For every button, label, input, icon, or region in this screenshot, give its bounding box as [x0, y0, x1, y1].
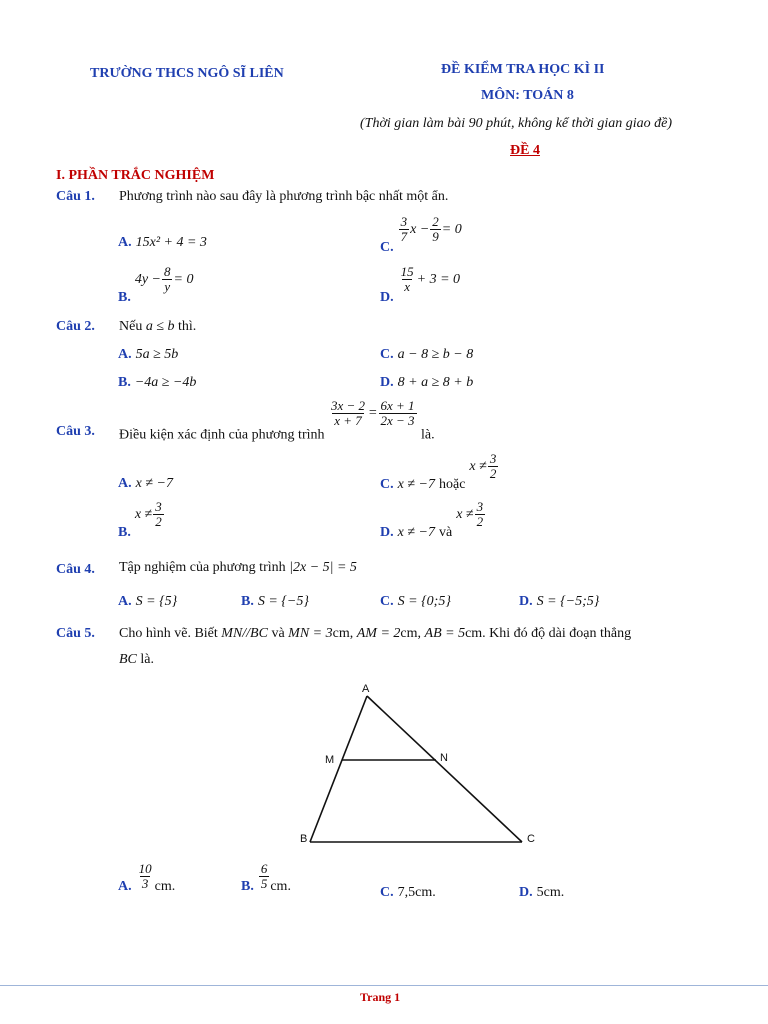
question-5-text: [119, 626, 631, 642]
option-expr: x ≠ −7: [397, 477, 435, 493]
option-word: và: [438, 525, 453, 541]
option-expr: x ≠ −7: [135, 476, 173, 491]
fraction: $\frac{6}{5}$: [260, 861, 268, 891]
section-title: I. PHẦN TRẮC NGHIỆM: [56, 168, 215, 183]
option-label: B.: [118, 290, 131, 306]
option-expr: 8 + a ≥ 8 + b: [397, 375, 474, 390]
option-label: D.: [380, 290, 394, 306]
q1-option-c: [380, 215, 462, 256]
point-m-label: M: [325, 754, 335, 766]
option-expr: x ≠ −7: [397, 525, 435, 541]
exam-code: ĐỀ 4: [510, 143, 540, 158]
question-1-label: Câu 1.: [56, 189, 95, 204]
q2-option-a: [118, 345, 178, 363]
fraction: $\frac{3}{2}$: [476, 499, 484, 529]
option-expr: = 0: [173, 272, 194, 288]
q5-option-b: [241, 862, 291, 895]
option-label: C.: [380, 885, 394, 900]
option-label: A.: [118, 347, 132, 362]
q1-option-a: [118, 233, 207, 251]
option-expr: −4a ≥ −4b: [134, 375, 197, 390]
option-expr: = 0: [441, 222, 462, 238]
q4-option-a: [118, 592, 177, 610]
question-3-label: Câu 3.: [56, 424, 95, 439]
text: là.: [140, 652, 154, 667]
option-label: A.: [118, 235, 132, 250]
q3-option-c: [380, 452, 499, 493]
option-label: C.: [380, 240, 394, 256]
option-unit: cm.: [543, 885, 565, 900]
option-expr: 15x² + 4 = 3: [135, 235, 207, 250]
option-expr: x −: [410, 222, 430, 238]
option-expr: 5: [536, 885, 544, 900]
q2-option-d: [380, 373, 473, 391]
equation: |2x − 5| = 5: [289, 560, 357, 575]
q4-option-d: [519, 592, 599, 610]
fraction: $\frac{3x - 2}{x + 7}$: [331, 398, 366, 428]
q3-option-b: [118, 500, 165, 541]
q4-option-c: [380, 592, 451, 610]
option-expr: S = {−5}: [257, 594, 309, 609]
option-expr: S = {−5;5}: [536, 594, 600, 609]
option-label: D.: [519, 594, 533, 609]
text: cm,: [400, 626, 422, 641]
fraction: $\frac{3}{2}$: [489, 451, 497, 481]
option-unit: cm.: [415, 885, 436, 900]
fraction: $\frac{3}{7}$: [400, 214, 408, 244]
option-expr: x ≠: [456, 507, 474, 523]
option-expr: x ≠: [469, 459, 487, 475]
option-label: C.: [380, 594, 394, 609]
question-2-text: [119, 319, 196, 335]
q1-option-d: [380, 265, 460, 306]
subject-title: MÔN: TOÁN 8: [481, 88, 574, 103]
q2-option-b: [118, 373, 196, 391]
point-c-label: C: [527, 833, 535, 845]
question-5-label: Câu 5.: [56, 626, 95, 641]
text: Nếu: [119, 319, 143, 334]
point-a-label: A: [362, 683, 370, 695]
point-b-label: B: [300, 833, 308, 845]
text: và: [271, 626, 285, 641]
q2-option-c: [380, 345, 473, 363]
triangle-figure: [300, 678, 550, 853]
math-expr: AB = 5: [424, 626, 466, 641]
option-label: B.: [241, 879, 254, 895]
text: Tập nghiệm của phương trình: [119, 560, 286, 575]
option-label: A.: [118, 594, 132, 609]
q1-option-b: [118, 265, 193, 306]
equals: =: [368, 405, 378, 421]
q4-option-b: [241, 592, 309, 610]
q5-option-c: [380, 883, 436, 901]
math-expr: MN = 3: [288, 626, 333, 641]
fraction: $\frac{10}{3}$: [138, 861, 152, 891]
school-name: TRƯỜNG THCS NGÔ SĨ LIÊN: [90, 66, 284, 81]
point-n-label: N: [440, 752, 448, 764]
text: cm,: [332, 626, 354, 641]
fraction: $\frac{8}{y}$: [164, 264, 171, 294]
option-label: B.: [241, 594, 254, 609]
option-label: A.: [118, 879, 132, 895]
question-2-label: Câu 2.: [56, 319, 95, 334]
text: Cho hình vẽ. Biết: [119, 626, 218, 641]
question-1-text: Phương trình nào sau đây là phương trình bậc nhất một ẩn.: [119, 189, 449, 204]
option-expr: x ≠: [134, 507, 153, 523]
page-number: Trang 1: [360, 990, 401, 1004]
option-expr: 7,5: [397, 885, 416, 900]
fraction: $\frac{15}{x}$: [400, 264, 414, 294]
option-label: C.: [380, 347, 394, 362]
question-4-label: Câu 4.: [56, 562, 95, 577]
math-expr: BC: [119, 652, 137, 667]
fraction: $\frac{3}{2}$: [155, 499, 162, 529]
question-3-text: [119, 399, 435, 444]
option-expr: 4y −: [134, 272, 162, 288]
text: thì.: [178, 319, 197, 334]
question-4-text: [119, 560, 357, 576]
side-ab: [310, 696, 367, 842]
option-expr: S = {0;5}: [397, 594, 451, 609]
text: cm. Khi đó độ dài đoạn thẳng: [465, 626, 632, 641]
text: là.: [421, 427, 435, 443]
math-expr: AM = 2: [356, 626, 401, 641]
option-expr: a − 8 ≥ b − 8: [397, 347, 474, 362]
math-expr: MN//BC: [221, 626, 268, 641]
option-expr: 5a ≥ 5b: [135, 347, 179, 362]
q5-option-d: [519, 883, 564, 901]
condition-expr: a ≤ b: [145, 319, 175, 334]
exam-title: ĐỀ KIỂM TRA HỌC KÌ II: [441, 62, 605, 77]
fraction: $\frac{2}{9}$: [432, 214, 439, 244]
question-5-text-line2: [119, 652, 154, 668]
fraction: $\frac{6x + 1}{2x - 3}$: [380, 398, 415, 428]
option-label: D.: [519, 885, 533, 900]
text: Điều kiện xác định của phương trình: [119, 427, 325, 443]
option-label: B.: [118, 375, 131, 390]
option-expr: S = {5}: [135, 594, 178, 609]
q3-option-d: [380, 500, 486, 541]
side-ac: [367, 696, 522, 842]
option-unit: cm.: [270, 879, 291, 895]
option-word: hoặc: [438, 477, 466, 493]
option-label: D.: [380, 375, 394, 390]
q3-option-a: [118, 474, 173, 492]
option-expr: + 3 = 0: [416, 272, 461, 288]
option-unit: cm.: [154, 879, 176, 895]
q5-option-a: [118, 862, 175, 895]
time-note: (Thời gian làm bài 90 phút, không kể thời gian giao đề): [360, 116, 673, 131]
option-label: B.: [118, 525, 131, 541]
option-label: C.: [380, 477, 394, 493]
option-label: A.: [118, 476, 132, 491]
footer-divider: [0, 985, 768, 986]
option-label: D.: [380, 525, 394, 541]
